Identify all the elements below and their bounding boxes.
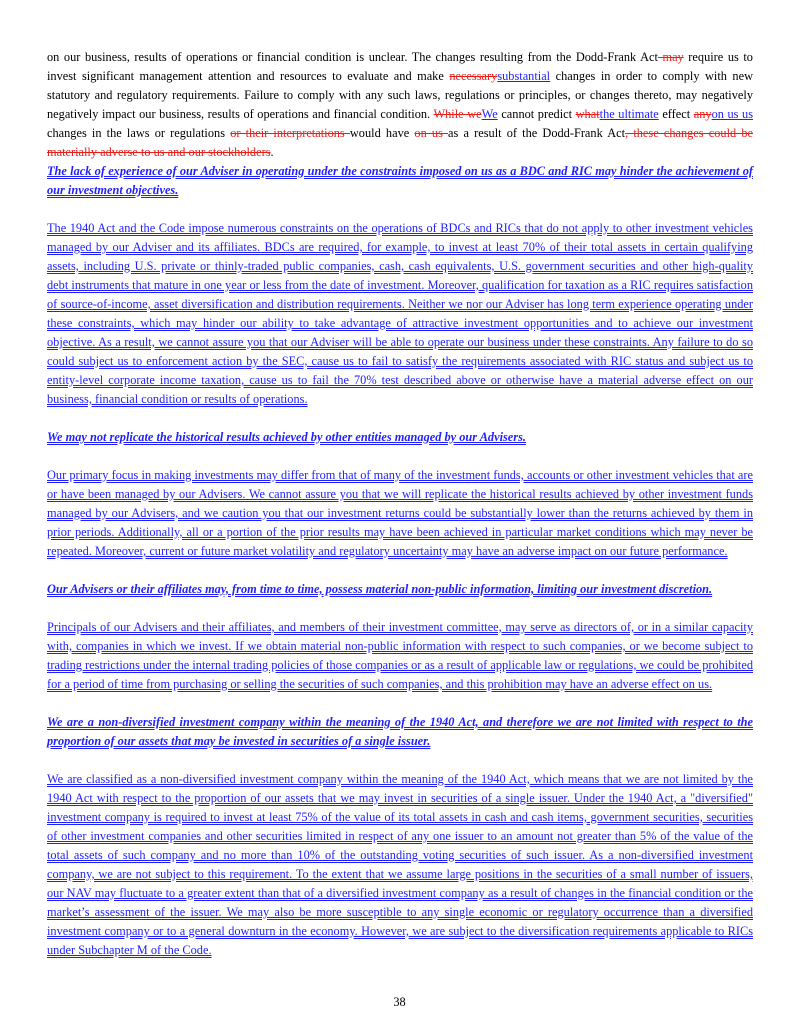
spacer	[47, 447, 753, 466]
intro-text-4: cannot predict	[497, 107, 576, 121]
inserted-text-the-ultimate: the ultimate	[599, 107, 659, 121]
section-body-3: Principals of our Advisers and their affiliates, and members of their investment committee, may serve as directors of, or in a similar capacity with, companies in which we invest. If we obtain material non-public information with respect to such companies, or we become subject to trading restrictions under the internal trading policies of those companies or as a result of applicable law or regulations, we could be prohibited for a period of time from purchasing or selling the securities of such companies, and this prohibition may have an adverse effect on us.	[47, 620, 753, 691]
deleted-text-on-us: on us	[414, 126, 449, 140]
spacer	[47, 200, 753, 219]
section-body-1: The 1940 Act and the Code impose numerous constraints on the operations of BDCs and RICs that do not apply to other investment vehicles managed by our Adviser and its affiliates. BDCs are required, for example, to invest at least 70% of their total assets in certain qualifying assets, including U.S. private or thinly-traded public companies, cash, cash equivalents, U.S. government securities and other high-quality debt instruments that mature in one year or less from the date of investment. Moreover, qualification for taxation as a RIC requires satisfaction of source-of-income, asset diversification and distribution requirements. Neither we nor our Adviser has long term experience operating under these constraints, which may hinder our ability to take advantage of attractive investment opportunities and to achieve our investment objective. As a result, we cannot assure you that our Adviser will be able to operate our business under these constraints. Any failure to do so could subject us to enforcement action by the SEC, cause us to fail to satisfy the requirements associated with RIC status and subject us to entity-level corporate income taxation, cause us to fail the 70% test described above or otherwise have a material adverse effect on our business, financial condition or results of operations.	[47, 221, 753, 406]
deleted-text-any: any	[693, 107, 712, 121]
document-page	[47, 48, 753, 960]
intro-text-3: changes in order to comply with new statutory and regulatory requirements. Failure to comply with any such laws, regulations or principles, or changes thereto, may negatively negatively impact our business, results of operations and financial condition.	[47, 69, 753, 121]
section-heading-2: We may not replicate the historical results achieved by other entities managed by our Advisers.	[47, 430, 526, 444]
intro-text-6: changes in the laws or regulations	[47, 126, 231, 140]
section-heading-3: Our Advisers or their affiliates may, from time to time, possess material non-public information, limiting our investment discretion.	[47, 582, 713, 596]
section-body-4: We are classified as a non-diversified investment company within the meaning of the 1940 Act, which means that we are not limited by the 1940 Act with respect to the proportion of our assets that we may invest in securities of a single issuer. Under the 1940 Act, a "diversified" investment company is required to invest at least 75% of the value of its total assets in cash and cash items, government securities, securities of other investment companies and other securities limited in respect of any one issuer to an amount not greater than 5% of the value of the total assets of such company and no more than 10% of the outstanding voting securities of such issuer. As a non-diversified investment company, we are not subject to this requirement. To the extent that we assume large positions in the securities of a small number of issuers, our NAV may fluctuate to a greater extent than that of a diversified investment company as a result of changes in the financial condition or the market’s assessment of the issuer. We may also be more susceptible to any single economic or regulatory occurrence than a diversified investment company or to a general downturn in the economy. However, we are subject to the diversification requirements applicable to RICs under Subchapter M of the Code.	[47, 772, 753, 957]
page-number: 38	[393, 995, 406, 1009]
intro-text-9: .	[270, 145, 274, 159]
inserted-text-on-us: on us us	[711, 107, 754, 121]
section-heading-4: We are a non-diversified investment company within the meaning of the 1940 Act, and therefore we are not limited with respect to the proportion of our assets that may be invested in securities of a single issuer.	[47, 715, 753, 748]
spacer	[47, 751, 753, 770]
intro-text-8: as a result of the Dodd-Frank Act	[448, 126, 626, 140]
spacer	[47, 561, 753, 580]
spacer	[47, 694, 753, 713]
section-body-2: Our primary focus in making investments may differ from that of many of the investment funds, accounts or other investment vehicles that are or have been managed by our Advisers. We cannot assure you that we will replicate the historical results achieved by other investment funds managed by our Advisers, and we caution you that our investment returns could be substantially lower than the returns achieved by them in prior periods. Additionally, all or a portion of the prior results may have been achieved in particular market conditions which may never be repeated. Moreover, current or future market volatility and regulatory uncertainty may have an adverse impact on our future performance.	[47, 468, 753, 558]
intro-paragraph	[47, 48, 753, 162]
spacer	[47, 409, 753, 428]
section-heading-1: The lack of experience of our Adviser in operating under the constraints imposed on us as a BDC and RIC may hinder the achievement of our investment objectives.	[47, 164, 753, 197]
deleted-text-interpretations: or their interpretations	[230, 126, 350, 140]
spacer	[47, 599, 753, 618]
intro-text-2: require us to invest significant management attention and resources to evaluate and make	[47, 50, 753, 83]
deleted-text-what: what	[575, 107, 600, 121]
deleted-text-adverse-clause: , these changes could be materially adverse to us and our stockholders	[47, 126, 753, 159]
deleted-text-may: may	[657, 50, 684, 64]
deleted-text-while-we: While we	[433, 107, 482, 121]
intro-text-5: effect	[658, 107, 694, 121]
deleted-text-necessary: necessary	[449, 69, 498, 83]
inserted-text-substantial: substantial	[497, 69, 551, 83]
inserted-text-we: We	[481, 107, 498, 121]
intro-text-7: would have	[349, 126, 415, 140]
intro-text-1: on our business, results of operations or financial condition is unclear. The changes resulting from the Dodd-Frank Act	[47, 50, 658, 64]
